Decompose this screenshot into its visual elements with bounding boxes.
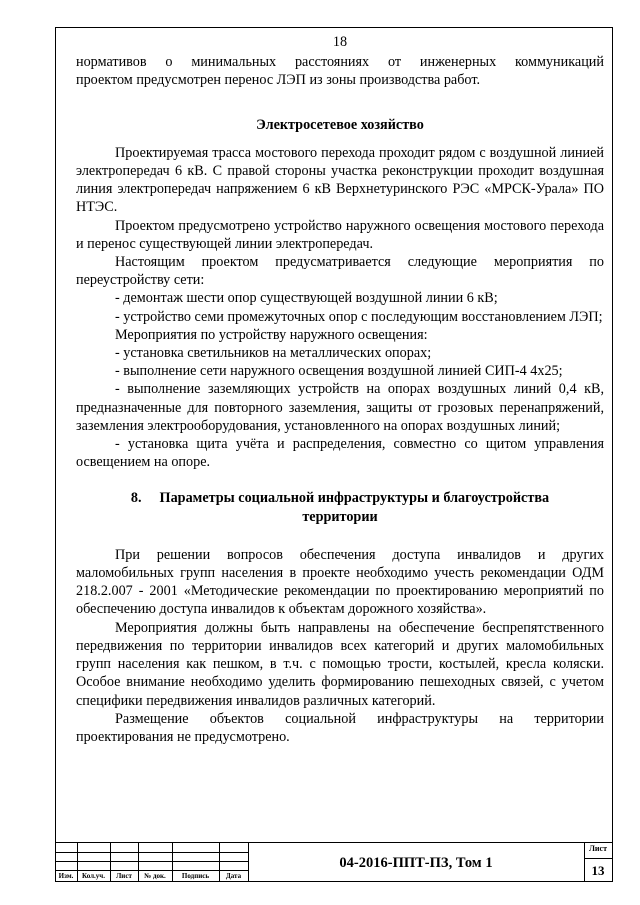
section-title-line-2: территории [302,508,378,525]
intro-line-2: проектом предусмотрен перенос ЛЭП из зоны производства работ. [76,72,481,89]
sheet-number: 13 [591,863,605,878]
paragraph: Мероприятия должны быть направлены на обеспечение беспрепятственного передвижения по территории инвалидов всех категорий и других маломобильных групп населения как пешком, в т.ч. с помощью трости, костылей, кресла коляски. Особое внимание необходимо уделить формированию пешеходных связей, с учетом специфики передвижения инвалидов различных категорий. [76,619,604,709]
title-block-stamp [55,842,613,882]
list-item: - устройство семи промежуточных опор с последующим восстановлением ЛЭП; [115,308,603,325]
stamp-label: Кол.уч. [81,872,105,880]
paragraph: Мероприятия по устройству наружного освещения: [115,326,428,343]
paragraph: Проектом предусмотрено устройство наружного освещения мостового перехода и перенос существующей линии электропередач. [76,217,604,252]
document-code: 04-2016-ППТ-ПЗ, Том 1 [339,854,493,871]
stamp-label: № док. [144,872,166,880]
page-number: 18 [332,34,348,50]
stamp-label: Лист [116,872,132,880]
section-heading-electrical: Электросетевое хозяйство [256,116,424,133]
list-item: - установка щита учёта и распределения, совместно со щитом управления освещением на опоре. [76,436,604,471]
paragraph: Настоящим проектом предусматривается следующие мероприятия по переустройству сети: [76,254,604,289]
list-item: - установка светильников на металлических опорах; [115,345,432,362]
section-heading-8 [76,489,604,525]
sheet-label: Лист [588,844,608,853]
list-item: - выполнение заземляющих устройств на опорах воздушных линий 0,4 кВ, предназначенные для повторного заземления, защиты от грозовых перенапряжений, заземления электрооборудования, установленного на опорах воздушных линий; [76,381,604,434]
stamp-label: Изм. [58,872,74,880]
paragraph: Проектируемая трасса мостового перехода проходит рядом с воздушной линией электропередач 6 кВ. С правой стороны участка реконструкции проходит воздушная линия электропередач напряжением 6 кВ Верхнетуринского РЭС «МРСК-Урала» ПО НТЭС. [76,144,604,216]
stamp-row-line [584,858,613,859]
section-title-line-1: Параметры социальной инфраструктуры и благоустройства [159,490,550,507]
paragraph: Размещение объектов социальной инфраструктуры на территории проектирования не предусмотрено. [76,710,604,745]
stamp-label: Подпись [181,872,210,880]
section-number: 8. [130,490,142,507]
paragraph: При решении вопросов обеспечения доступа инвалидов и других маломобильных групп населения в проекте необходимо учесть рекомендации ОДМ 218.2.007 - 2001 «Методические рекомендации по проектированию мероприятий по обеспечению доступа инвалидов к объектам дорожного хозяйства». [76,546,604,618]
stamp-label: Дата [225,872,242,880]
list-item: - демонтаж шести опор существующей воздушной линии 6 кВ; [115,290,498,307]
intro-line-1: нормативов о минимальных расстояниях от инженерных коммуникаций [76,54,604,71]
list-item: - выполнение сети наружного освещения воздушной линией СИП-4 4х25; [115,363,563,380]
document-body [76,33,604,746]
